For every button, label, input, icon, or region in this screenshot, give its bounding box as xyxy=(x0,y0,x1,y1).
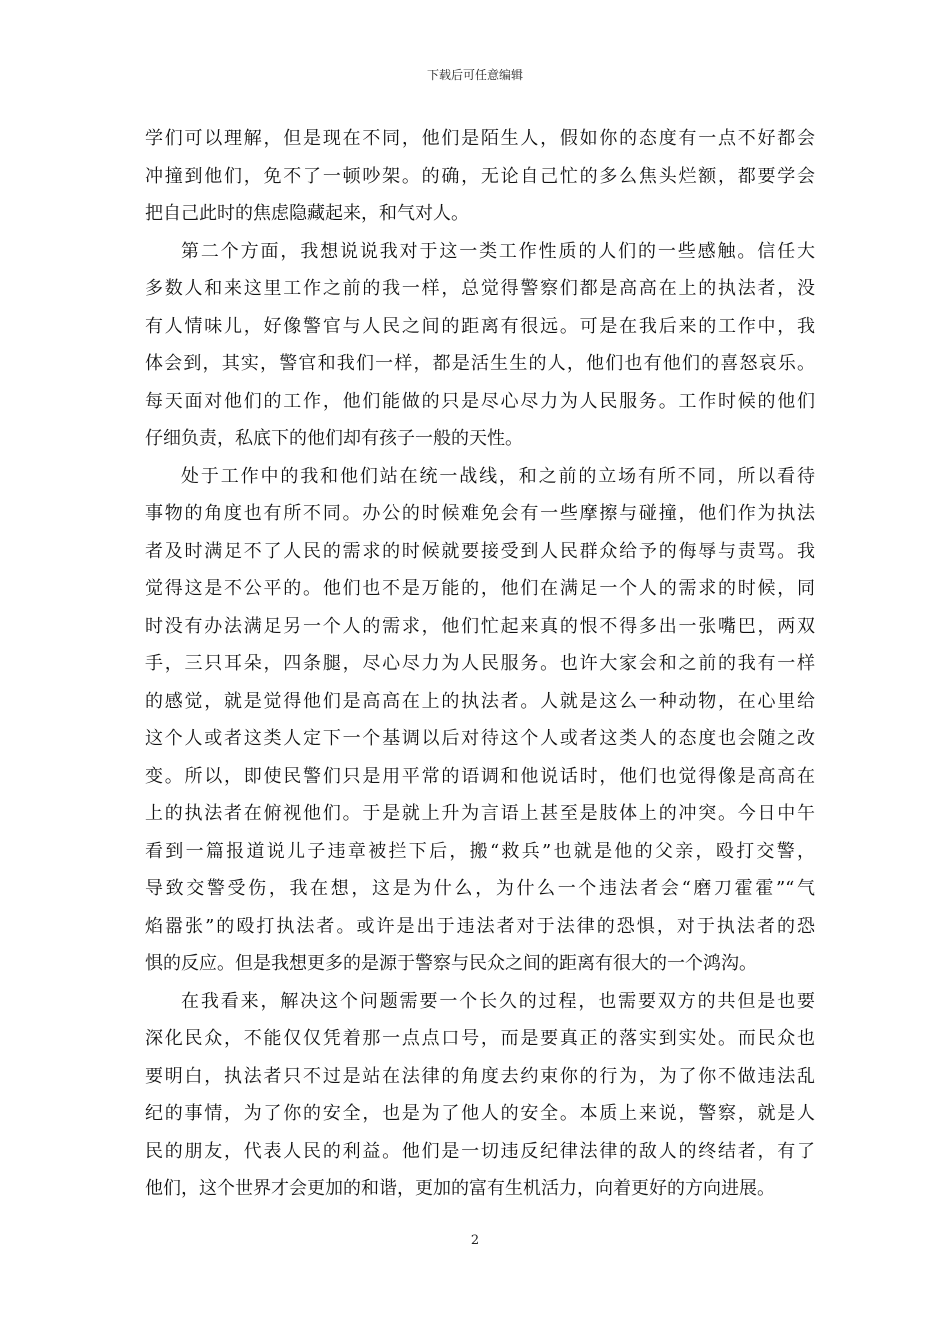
body-line: 多数人和来这里工作之前的我一样，总觉得警察们都是高高在上的执法者，没 xyxy=(145,278,815,299)
body-line: 手，三只耳朵，四条腿，尽心尽力为人民服务。也许大家会和之前的我有一样 xyxy=(145,653,815,674)
body-line: 学们可以理解，但是现在不同，他们是陌生人，假如你的态度有一点不好都会 xyxy=(145,128,815,149)
body-line: 冲撞到他们，免不了一顿吵架。的确，无论自己忙的多么焦头烂额，都要学会 xyxy=(145,165,815,187)
body-line: 者及时满足不了人民的需求的时候就要接受到人民群众给予的侮辱与责骂。我 xyxy=(145,540,815,562)
body-line: 在我看来，解决这个问题需要一个长久的过程，也需要双方的共但是也要 xyxy=(181,990,815,1012)
body-line: 把自己此时的焦虑隐藏起来，和气对人。 xyxy=(145,203,469,224)
body-line: 看到一篇报道说儿子违章被拦下后，搬“救兵”也就是他的父亲，殴打交警， xyxy=(145,840,815,862)
body-line: 要明白，执法者只不过是站在法律的角度去约束你的行为，为了你不做违法乱 xyxy=(145,1065,815,1087)
body-line: 的感觉，就是觉得他们是高高在上的执法者。人就是这么一种动物，在心里给 xyxy=(145,690,815,712)
body-line: 这个人或者这类人定下一个基调以后对待这个人或者这类人的态度也会随之改 xyxy=(145,728,815,749)
page-number: 2 xyxy=(470,1233,480,1248)
body-line: 民的朋友，代表人民的利益。他们是一切违反纪律法律的敌人的终结者，有了 xyxy=(145,1140,815,1162)
body-line: 每天面对他们的工作，他们能做的只是尽心尽力为人民服务。工作时候的他们 xyxy=(145,390,815,412)
body-line: 变。所以，即使民警们只是用平常的语调和他说话时，他们也觉得像是高高在 xyxy=(145,765,815,787)
page-header: 下载后可任意编辑 xyxy=(426,68,523,82)
body-line: 导致交警受伤，我在想，这是为什么，为什么一个违法者会“磨刀霍霍”“气 xyxy=(145,878,815,899)
body-line: 事物的角度也有所不同。办公的时候难免会有一些摩擦与碰撞，他们作为执法 xyxy=(145,503,815,524)
body-line: 纪的事情，为了你的安全，也是为了他人的安全。本质上来说，警察，就是人 xyxy=(145,1103,815,1124)
body-line: 体会到，其实，警官和我们一样，都是活生生的人，他们也有他们的喜怒哀乐。 xyxy=(145,353,815,374)
body-line: 有人情味儿，好像警官与人民之间的距离有很远。可是在我后来的工作中，我 xyxy=(145,315,815,337)
body-line: 处于工作中的我和他们站在统一战线，和之前的立场有所不同，所以看待 xyxy=(181,465,815,487)
body-line: 惧的反应。但是我想更多的是源于警察与民众之间的距离有很大的一个鸿沟。 xyxy=(145,953,757,974)
body-line: 觉得这是不公平的。他们也不是万能的，他们在满足一个人的需求的时候，同 xyxy=(145,578,815,599)
body-line: 他们，这个世界才会更加的和谐，更加的富有生机活力，向着更好的方向进展。 xyxy=(145,1178,775,1199)
body-line: 焰嚣张”的殴打执法者。或许是出于违法者对于法律的恐惧，对于执法者的恐 xyxy=(145,915,815,937)
body-line: 仔细负责，私底下的他们却有孩子一般的天性。 xyxy=(145,428,523,449)
body-line: 第二个方面，我想说说我对于这一类工作性质的人们的一些感触。信任大 xyxy=(181,240,815,262)
body-line: 深化民众，不能仅仅凭着那一点点口号，而是要真正的落实到实处。而民众也 xyxy=(145,1028,815,1049)
document-body xyxy=(145,120,815,1208)
body-line: 时没有办法满足另一个人的需求，他们忙起来真的恨不得多出一张嘴巴，两双 xyxy=(145,615,815,637)
body-line: 上的执法者在俯视他们。于是就上升为言语上甚至是肢体上的冲突。今日中午 xyxy=(145,803,815,824)
